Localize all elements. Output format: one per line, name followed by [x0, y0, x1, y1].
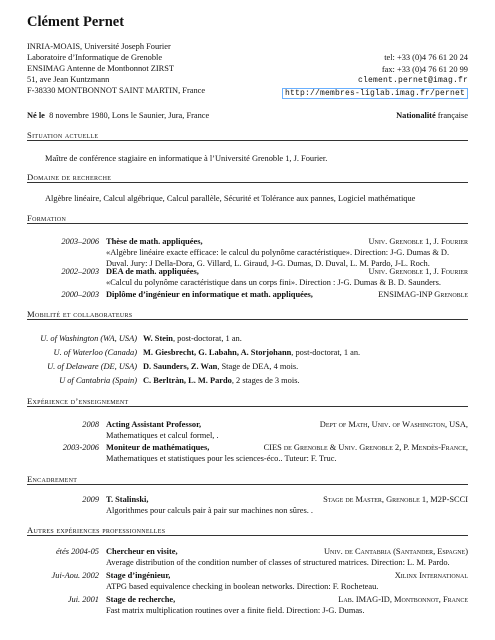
entry-date: 2003-2006 — [62, 443, 99, 452]
section-title: Situation actuelle — [27, 130, 99, 140]
address-line: ENSIMAG Antenne de Montbonnot ZIRST — [27, 63, 175, 73]
mobility-who: W. Stein — [143, 334, 173, 343]
entry-date: Jui-Aou. 2002 — [51, 571, 99, 580]
entry-date: étés 2004-05 — [55, 547, 99, 556]
entry-date: 2003–2006 — [61, 237, 99, 246]
entry-title: Moniteur de mathématiques, — [106, 443, 210, 452]
mobility-place: U. of Delaware (DE, USA) — [47, 362, 137, 371]
cv-name: Clément Pernet — [27, 14, 125, 30]
entry-title: Thèse de math. appliquées, — [106, 237, 203, 246]
address-line: F-38330 MONTBONNOT SAINT MARTIN, France — [27, 85, 206, 95]
entry-date: 2002–2003 — [61, 267, 99, 276]
section-heading-domaine — [27, 172, 468, 183]
section-title: Mobilité et collaborateurs — [27, 309, 133, 319]
section-title: Encadrement — [27, 474, 78, 484]
domaine-text: Algèbre linéaire, Calcul algébrique, Calcul parallèle, Sécurité et Tolérance aux pannes, Logiciel mathématique — [45, 194, 416, 203]
birth-label: Né le — [27, 111, 45, 120]
nationality-label: Nationalité — [396, 111, 436, 120]
contact-block — [282, 52, 468, 99]
mobility-who: M. Giesbrecht, G. Labahn, A. Storjohann — [143, 348, 292, 357]
entry-description: Average distribution of the condition number of classes of structured matrices. Direction: L. M. Pardo. — [106, 558, 450, 567]
mobility-detail: , post-doctorat, 1 an. — [172, 334, 242, 343]
section-title: Autres expériences professionnelles — [27, 525, 166, 535]
entry-description: Mathematiques et calcul formel, . — [106, 431, 219, 440]
entry-title: DEA de math. appliquées, — [106, 267, 199, 276]
email-address: clement.pernet@imag.fr — [357, 76, 468, 86]
entry-date: Jui. 2001 — [67, 595, 99, 604]
mobility-detail: , 2 stages de 3 mois. — [231, 376, 300, 385]
entry-title: Stage de recherche, — [106, 595, 176, 604]
nationality-value: française — [437, 111, 468, 120]
section-title: Expérience d’enseignement — [27, 396, 129, 406]
entry-place: Lab. IMAG-ID, Montbonnot, France — [338, 595, 468, 604]
entry-place: CIES de Grenoble & Univ. Grenoble 2, P. Mendès-France, — [263, 443, 468, 452]
section-heading-mobilite — [27, 309, 468, 320]
entry-description: «Algèbre linéaire exacte efficace: le calcul du polynôme caractéristique». Direction: J-G. Dumas & D. Duval. Jury: J Della-Dora, G. Villard, L. Giraud, J-G. Dumas, D. Duval, L. M. Pardo, J-L. Roch. — [106, 248, 450, 268]
entry-description: Fast matrix multiplication routines over a finite field. Direction: J-G. Dumas. — [106, 606, 365, 615]
entry-title: Acting Assistant Professor, — [106, 420, 202, 429]
section-heading-formation — [27, 213, 468, 224]
section-heading-autres — [27, 525, 468, 536]
entry-place: ENSIMAG-INP Grenoble — [378, 290, 468, 299]
entry-place: Univ. de Cantabria (Santander, Espagne) — [323, 547, 468, 556]
entry-description: Mathematiques et statistiques pour les sciences-éco.. Tuteur: F. Truc. — [106, 454, 337, 463]
section-heading-encadrement — [27, 474, 468, 485]
entry-title: Stage d’ingénieur, — [106, 571, 171, 580]
entry-place: Dept of Math, Univ. of Washington, USA, — [319, 420, 468, 429]
birth-text: 8 novembre 1980, Lons le Saunier, Jura, France — [49, 111, 210, 120]
entry-place: Stage de Master, Grenoble 1, M2P-SCCI — [323, 495, 468, 504]
homepage-link[interactable]: http://membres-liglab.imag.fr/pernet — [282, 88, 468, 99]
birth-info — [27, 111, 209, 120]
entry-date: 2009 — [82, 495, 99, 504]
entry-place: Univ. Grenoble 1, J. Fourier — [368, 237, 468, 246]
section-heading-situation — [27, 130, 468, 141]
situation-text: Maître de conférence stagiaire en informatique à l’Université Grenoble 1, J. Fourier. — [45, 154, 328, 163]
entry-description: ATPG based equivalence checking in boolean networks. Direction: F. Rocheteau. — [106, 582, 379, 591]
mobility-detail: , post-doctorat, 1 an. — [291, 348, 361, 357]
nationality-info — [396, 111, 468, 120]
mobility-who: C. Berltràn, L. M. Pardo — [143, 376, 232, 385]
address-line: INRIA-MOAIS, Université Joseph Fourier — [27, 42, 171, 51]
entry-place: Xilinx International — [394, 571, 468, 580]
mobility-place: U. of Waterloo (Canada) — [53, 348, 137, 357]
mobility-place: U of Cantabria (Spain) — [59, 376, 137, 385]
entry-place: Univ. Grenoble 1, J. Fourier — [368, 267, 468, 276]
address-line: Laboratoire d’Informatique de Grenoble — [27, 52, 163, 62]
entry-date: 2000–2003 — [61, 290, 99, 299]
entry-description: «Calcul du polynôme caractéristique dans un corps fini». Direction : J-G. Dumas & B. D. Saunders. — [106, 278, 441, 287]
entry-title: T. Stalinski, — [106, 495, 149, 504]
mobility-detail: , Stage de DEA, 4 mois. — [217, 362, 299, 371]
postal-address — [27, 42, 205, 97]
mobility-who: D. Saunders, Z. Wan — [143, 362, 218, 371]
phone-number: tel: +33 (0)4 76 61 20 24 — [384, 53, 468, 62]
entry-title: Diplôme d’ingénieur en informatique et math. appliquées, — [106, 290, 313, 299]
mobility-place: U. of Washington (WA, USA) — [40, 334, 137, 343]
section-title: Formation — [27, 213, 67, 223]
fax-number: fax: +33 (0)4 76 61 20 99 — [381, 64, 468, 74]
entry-date: 2008 — [82, 420, 99, 429]
entry-title: Chercheur en visite, — [106, 547, 178, 556]
address-line: 51, ave Jean Kuntzmann — [27, 74, 110, 84]
entry-description: Algorithmes pour calculs pair à pair sur machines non sûres. . — [106, 506, 313, 515]
section-title: Domaine de recherche — [27, 172, 112, 182]
section-heading-enseignement — [27, 396, 468, 407]
